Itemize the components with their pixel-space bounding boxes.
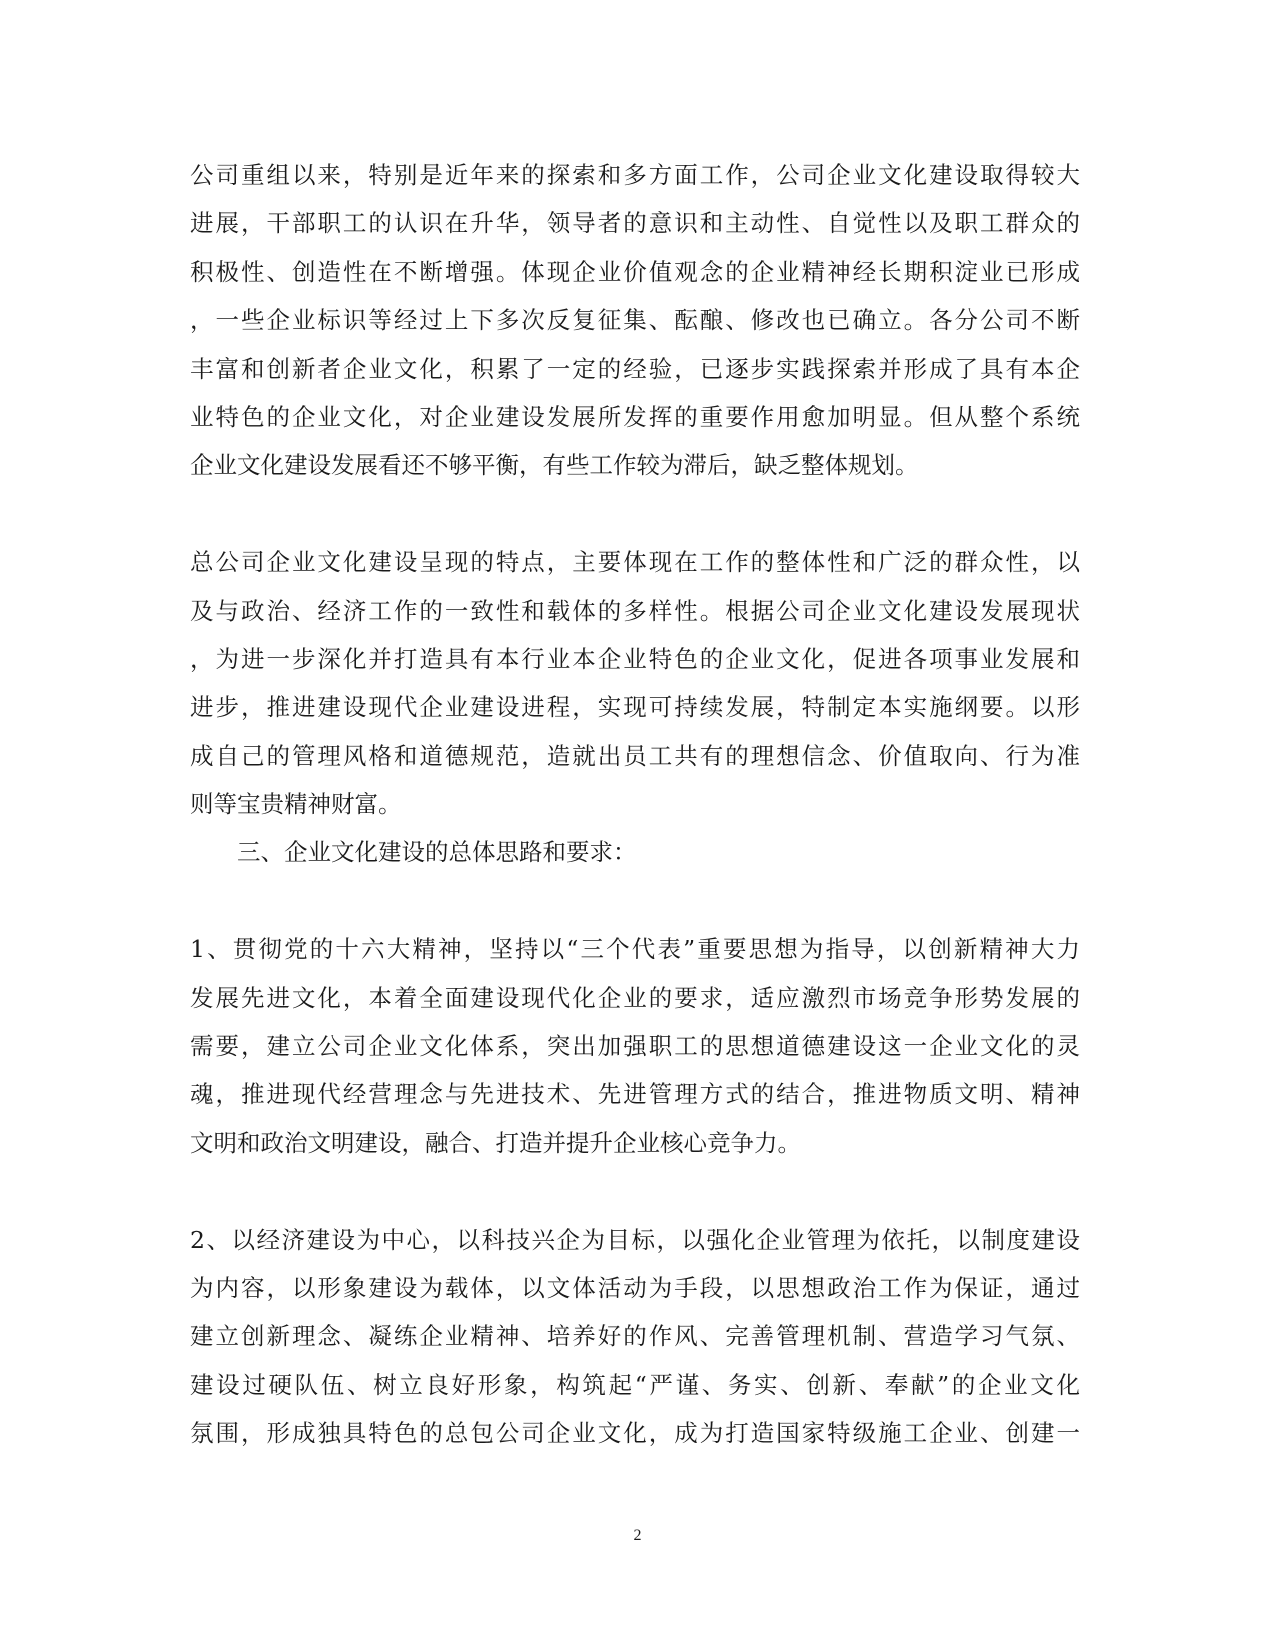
text-line: 则等宝贵精神财富。 xyxy=(190,790,402,819)
text-line: 进展，干部职工的认识在升华，领导者的意识和主动性、自觉性以及职工群众的 xyxy=(190,209,1080,238)
list-item-2 xyxy=(190,1216,1080,1458)
text-line: 发展先进文化，本着全面建设现代化企业的要求，适应激烈市场竞争形势发展的 xyxy=(190,983,1080,1012)
text-line: 积极性、创造性在不断增强。体现企业价值观念的企业精神经长期积淀业已形成 xyxy=(190,257,1080,286)
text-line: ，一些企业标识等经过上下多次反复征集、酝酿、修改也已确立。各分公司不断 xyxy=(190,306,1080,335)
text-line: 成自己的管理风格和道德规范，造就出员工共有的理想信念、价值取向、行为准 xyxy=(190,741,1080,770)
paragraph-company-progress xyxy=(190,151,1080,490)
list-item-1 xyxy=(190,925,1080,1167)
text-line: 进步，推进建设现代企业建设进程，实现可持续发展，特制定本实施纲要。以形 xyxy=(190,693,1080,722)
text-line: 氛围，形成独具特色的总包公司企业文化，成为打造国家特级施工企业、创建一 xyxy=(190,1419,1080,1448)
text-line: 为内容，以形象建设为载体，以文体活动为手段，以思想政治工作为保证，通过 xyxy=(190,1273,1080,1302)
paragraph-characteristics xyxy=(190,538,1080,828)
text-line: 总公司企业文化建设呈现的特点，主要体现在工作的整体性和广泛的群众性，以 xyxy=(190,548,1080,577)
page-number: 2 xyxy=(633,1527,642,1544)
paragraph-gap xyxy=(190,1167,1080,1215)
page-body xyxy=(190,151,1080,1458)
text-line: 2、以经济建设为中心，以科技兴企为目标，以强化企业管理为依托，以制度建设 xyxy=(190,1225,1080,1254)
text-line: ，为进一步深化并打造具有本行业本企业特色的企业文化，促进各项事业发展和 xyxy=(190,644,1080,673)
paragraph-gap xyxy=(190,490,1080,538)
text-line: 魂，推进现代经营理念与先进技术、先进管理方式的结合，推进物质文明、精神 xyxy=(190,1080,1080,1109)
section-heading: 三、企业文化建设的总体思路和要求： xyxy=(237,838,637,867)
text-line: 及与政治、经济工作的一致性和载体的多样性。根据公司企业文化建设发展现状 xyxy=(190,596,1080,625)
text-line: 丰富和创新者企业文化，积累了一定的经验，已逐步实践探索并形成了具有本企 xyxy=(190,354,1080,383)
text-line: 建设过硬队伍、树立良好形象，构筑起“严谨、务实、创新、奉献”的企业文化 xyxy=(190,1370,1080,1399)
text-line: 建立创新理念、凝练企业精神、培养好的作风、完善管理机制、营造学习气氛、 xyxy=(190,1322,1080,1351)
text-line: 企业文化建设发展看还不够平衡，有些工作较为滞后，缺乏整体规划。 xyxy=(190,451,919,480)
paragraph-gap xyxy=(190,877,1080,925)
text-line: 公司重组以来，特别是近年来的探索和多方面工作，公司企业文化建设取得较大 xyxy=(190,161,1080,189)
text-line: 业特色的企业文化，对企业建设发展所发挥的重要作用愈加明显。但从整个系统 xyxy=(190,402,1080,431)
text-line: 需要，建立公司企业文化体系，突出加强职工的思想道德建设这一企业文化的灵 xyxy=(190,1032,1080,1061)
text-line: 文明和政治文明建设，融合、打造并提升企业核心竞争力。 xyxy=(190,1128,801,1157)
text-line: 1、贯彻党的十六大精神，坚持以“三个代表”重要思想为指导，以创新精神大力 xyxy=(190,935,1080,964)
